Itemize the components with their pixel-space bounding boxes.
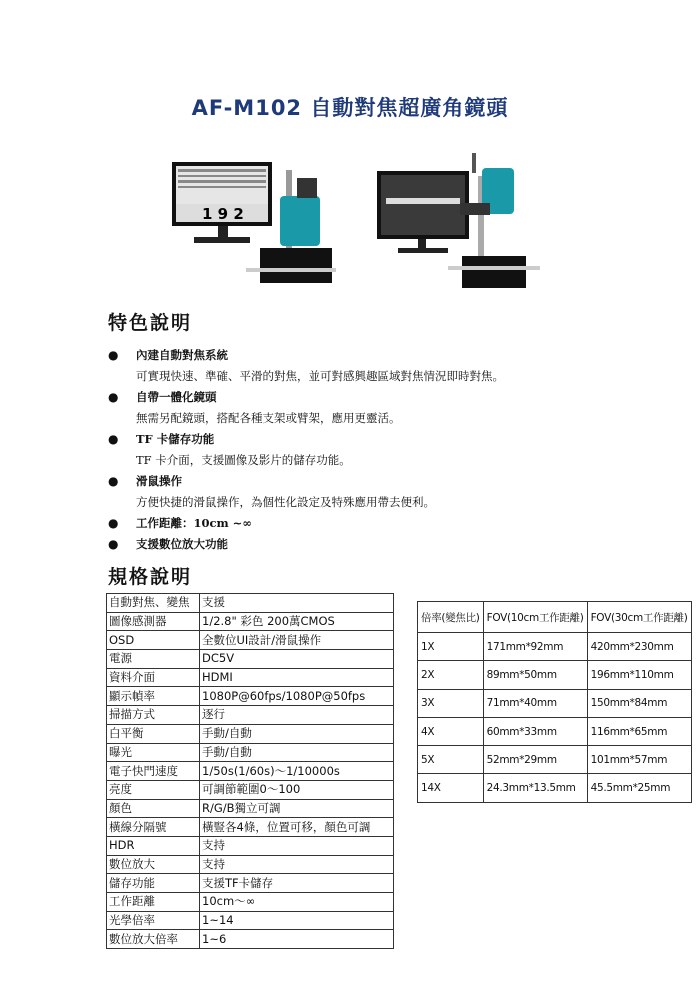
fov-cell: 196mm*110mm bbox=[587, 661, 691, 689]
spec-row bbox=[107, 687, 394, 706]
spec-value: 支援TF卡儲存 bbox=[200, 874, 394, 893]
feature-3 bbox=[108, 429, 628, 450]
fov-cell: 14X bbox=[418, 774, 484, 802]
spec-row bbox=[107, 893, 394, 912]
spec-value: 10cm～∞ bbox=[200, 893, 394, 912]
spec-row bbox=[107, 706, 394, 725]
spec-value: 橫豎各4條，位置可移，顏色可調 bbox=[200, 818, 394, 837]
spec-row bbox=[107, 631, 394, 650]
fov-cell: 420mm*230mm bbox=[587, 633, 691, 661]
spec-key: 電子快門速度 bbox=[107, 762, 200, 781]
spec-row bbox=[107, 930, 394, 949]
fov-row bbox=[418, 661, 692, 689]
spec-key: 儲存功能 bbox=[107, 874, 200, 893]
spec-value: 全數位UI設計/滑鼠操作 bbox=[200, 631, 394, 650]
spec-key: 亮度 bbox=[107, 780, 200, 799]
spec-row bbox=[107, 594, 394, 613]
spec-value: 支持 bbox=[200, 855, 394, 874]
spec-row bbox=[107, 799, 394, 818]
fov-cell: 4X bbox=[418, 717, 484, 745]
spec-value: 1080P@60fps/1080P@50fps bbox=[200, 687, 394, 706]
product-photos bbox=[0, 148, 700, 293]
spec-key: 白平衡 bbox=[107, 724, 200, 743]
spec-key: 顯示幀率 bbox=[107, 687, 200, 706]
spec-value: R/G/B獨立可調 bbox=[200, 799, 394, 818]
fov-cell: 45.5mm*25mm bbox=[587, 774, 691, 802]
stand-base-right bbox=[462, 256, 526, 288]
left-setup-photo bbox=[172, 162, 336, 283]
fov-cell: 3X bbox=[418, 689, 484, 717]
spec-table bbox=[106, 593, 394, 949]
feature-title: 滑鼠操作 bbox=[136, 474, 182, 488]
bullet: ● bbox=[108, 516, 119, 530]
camera-left bbox=[280, 196, 320, 246]
fov-row bbox=[418, 689, 692, 717]
spec-key: 數位放大 bbox=[107, 855, 200, 874]
monitor-left-text: 1 9 2 bbox=[202, 205, 244, 223]
spec-value: 支持 bbox=[200, 836, 394, 855]
feature-title: 內建自動對焦系統 bbox=[136, 348, 228, 362]
features-heading: 特色說明 bbox=[108, 312, 193, 334]
spec-row bbox=[107, 724, 394, 743]
feature-5 bbox=[108, 513, 628, 534]
feature-2 bbox=[108, 387, 628, 408]
fov-cell: 5X bbox=[418, 746, 484, 774]
feature-title: 工作距離：10cm ~∞ bbox=[136, 516, 252, 530]
spec-key: 工作距離 bbox=[107, 893, 200, 912]
spec-key: 數位放大倍率 bbox=[107, 930, 200, 949]
spec-heading: 規格說明 bbox=[108, 566, 193, 588]
fov-header-cell: 倍率(變焦比) bbox=[418, 602, 484, 633]
fov-table bbox=[417, 601, 692, 803]
spec-value: 逐行 bbox=[200, 706, 394, 725]
feature-title: 支援數位放大功能 bbox=[136, 537, 228, 551]
feature-desc: 無需另配鏡頭，搭配各種支架或臂架，應用更靈活。 bbox=[136, 411, 401, 425]
spec-row bbox=[107, 874, 394, 893]
spec-key: HDR bbox=[107, 836, 200, 855]
fov-row bbox=[418, 746, 692, 774]
fov-header-cell: FOV(30cm工作距離) bbox=[587, 602, 691, 633]
bullet: ● bbox=[108, 432, 119, 446]
spec-value: 1~6 bbox=[200, 930, 394, 949]
spec-value: 1~14 bbox=[200, 911, 394, 930]
spec-key: 圖像感測器 bbox=[107, 612, 200, 631]
feature-desc: 可實現快速、準確、平滑的對焦，並可對感興趣區域對焦情況即時對焦。 bbox=[136, 369, 504, 383]
fov-cell: 52mm*29mm bbox=[483, 746, 587, 774]
feature-6 bbox=[108, 534, 628, 555]
feature-title: 自帶一體化鏡頭 bbox=[136, 390, 217, 404]
spec-row bbox=[107, 668, 394, 687]
spec-row bbox=[107, 911, 394, 930]
spec-row bbox=[107, 612, 394, 631]
spec-row bbox=[107, 762, 394, 781]
fov-cell: 89mm*50mm bbox=[483, 661, 587, 689]
spec-key: 光學倍率 bbox=[107, 911, 200, 930]
spec-value: 支援 bbox=[200, 594, 394, 613]
spec-key: 橫線分隔號 bbox=[107, 818, 200, 837]
spec-row bbox=[107, 743, 394, 762]
spec-value: 可調節範圍0～100 bbox=[200, 780, 394, 799]
spec-row bbox=[107, 650, 394, 669]
fov-cell: 150mm*84mm bbox=[587, 689, 691, 717]
feature-1 bbox=[108, 345, 628, 366]
fov-header-cell: FOV(10cm工作距離) bbox=[483, 602, 587, 633]
spec-row bbox=[107, 836, 394, 855]
spec-value: 1/50s(1/60s)～1/10000s bbox=[200, 762, 394, 781]
spec-row bbox=[107, 855, 394, 874]
spec-key: OSD bbox=[107, 631, 200, 650]
spec-key: 掃描方式 bbox=[107, 706, 200, 725]
fov-cell: 116mm*65mm bbox=[587, 717, 691, 745]
feature-4 bbox=[108, 471, 628, 492]
feature-desc: TF 卡介面，支援圖像及影片的儲存功能。 bbox=[136, 453, 351, 467]
fov-row bbox=[418, 633, 692, 661]
feature-desc: 方便快捷的滑鼠操作，為個性化設定及特殊應用帶去便利。 bbox=[136, 495, 435, 509]
fov-cell: 24.3mm*13.5mm bbox=[483, 774, 587, 802]
spec-row bbox=[107, 818, 394, 837]
spec-value: 手動/自動 bbox=[200, 724, 394, 743]
spec-key: 資料介面 bbox=[107, 668, 200, 687]
spec-value: 1/2.8" 彩色 200萬CMOS bbox=[200, 612, 394, 631]
features-list bbox=[108, 345, 628, 555]
fov-cell: 2X bbox=[418, 661, 484, 689]
spec-value: HDMI bbox=[200, 668, 394, 687]
feature-title: TF 卡儲存功能 bbox=[136, 432, 215, 446]
right-setup-photo bbox=[377, 153, 540, 288]
stand-base-left bbox=[260, 248, 332, 283]
fov-cell: 71mm*40mm bbox=[483, 689, 587, 717]
bullet: ● bbox=[108, 537, 119, 551]
spec-key: 曝光 bbox=[107, 743, 200, 762]
bullet: ● bbox=[108, 474, 119, 488]
spec-value: DC5V bbox=[200, 650, 394, 669]
fov-header-row bbox=[418, 602, 692, 633]
fov-cell: 60mm*33mm bbox=[483, 717, 587, 745]
page-title: AF-M102 自動對焦超廣角鏡頭 bbox=[191, 96, 509, 120]
spec-value: 手動/自動 bbox=[200, 743, 394, 762]
fov-cell: 1X bbox=[418, 633, 484, 661]
spec-key: 電源 bbox=[107, 650, 200, 669]
fov-cell: 101mm*57mm bbox=[587, 746, 691, 774]
spec-key: 顏色 bbox=[107, 799, 200, 818]
bullet: ● bbox=[108, 390, 119, 404]
fov-row bbox=[418, 717, 692, 745]
fov-cell: 171mm*92mm bbox=[483, 633, 587, 661]
spec-row bbox=[107, 780, 394, 799]
fov-row bbox=[418, 774, 692, 802]
spec-key: 自動對焦、變焦 bbox=[107, 594, 200, 613]
bullet: ● bbox=[108, 348, 119, 362]
